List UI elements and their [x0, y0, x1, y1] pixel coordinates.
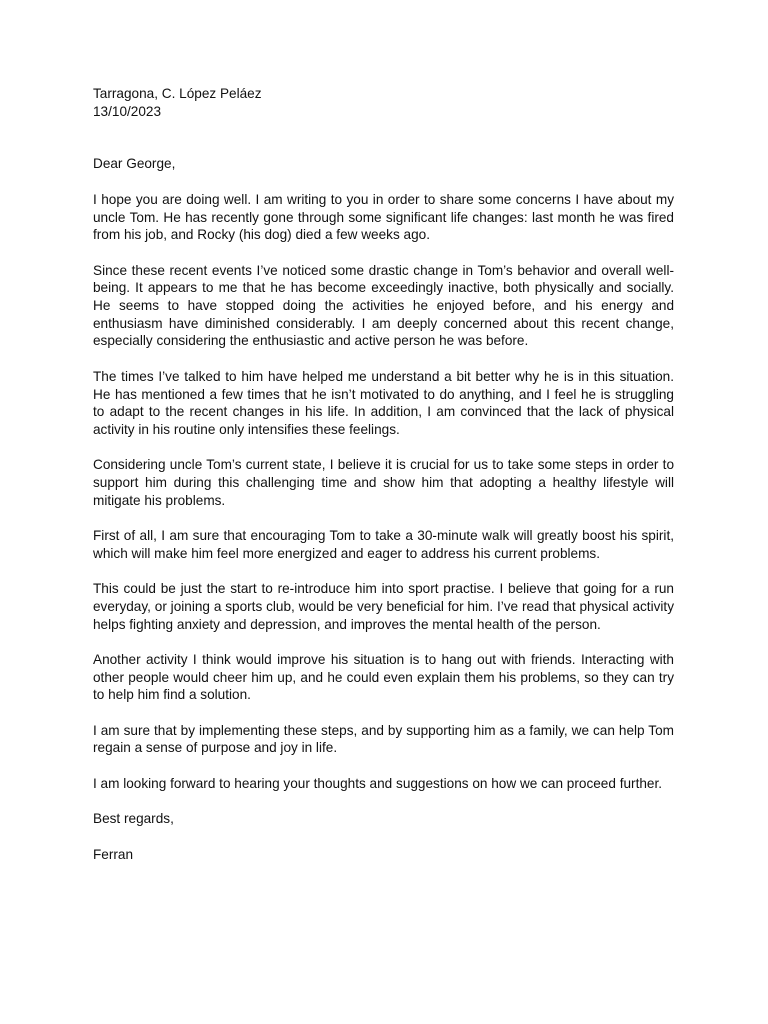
closing: Best regards, — [93, 811, 174, 827]
paragraph-6: This could be just the start to re-introduce him into sport practise. I believe that going for a run everyday, or joining a sports club, would be very beneficial for him. I’ve read that physical activity helps fighting anxiety and depression, and improves the mental health of the person. — [93, 581, 674, 632]
paragraph-9: I am looking forward to hearing your thoughts and suggestions on how we can proceed further. — [93, 775, 663, 791]
paragraph-5: First of all, I am sure that encouraging Tom to take a 30-minute walk will greatly boost his spirit, which will make him feel more energized and eager to address his current problems. — [93, 528, 674, 561]
paragraph-7: Another activity I think would improve his situation is to hang out with friends. Interacting with other people would cheer him up, and he could even explain them his problems, so they can try to help him find a solution. — [93, 651, 674, 703]
paragraph-3: The times I’ve talked to him have helped me understand a bit better why he is in this situation. He has mentioned a few times that he isn’t motivated to do anything, and I feel he is struggling to adapt to the recent changes in his life. In addition, I am convinced that the lack of physical activity in his routine only intensifies these feelings. — [93, 368, 674, 437]
paragraph-1: I hope you are doing well. I am writing to you in order to share some concerns I have about my uncle Tom. He has recently gone through some significant life changes: last month he was fired from his job, and Rocky (his dog) died a few weeks ago. — [93, 191, 674, 243]
date-line: 13/10/2023 — [93, 103, 162, 119]
letter-page — [93, 85, 674, 863]
paragraph-8: I am sure that by implementing these steps, and by supporting him as a family, we can help Tom regain a sense of purpose and joy in life. — [93, 722, 674, 756]
signature: Ferran — [93, 846, 134, 862]
salutation: Dear George, — [93, 156, 176, 172]
place-author-line: Tarragona, C. López Peláez — [93, 86, 262, 101]
paragraph-4: Considering uncle Tom’s current state, I believe it is crucial for us to take some steps in order to support him during this challenging time and show him that adopting a healthy lifestyle will mitigate his problems. — [93, 457, 674, 508]
paragraph-2: Since these recent events I’ve noticed some drastic change in Tom’s behavior and overall well-being. It appears to me that he has become exceedingly inactive, both physically and socially. He seems to have stopped doing the activities he enjoyed before, and his energy and enthusiasm have diminished considerably. I am deeply concerned about this recent change, especially considering the enthusiastic and active person he was before. — [93, 262, 674, 349]
